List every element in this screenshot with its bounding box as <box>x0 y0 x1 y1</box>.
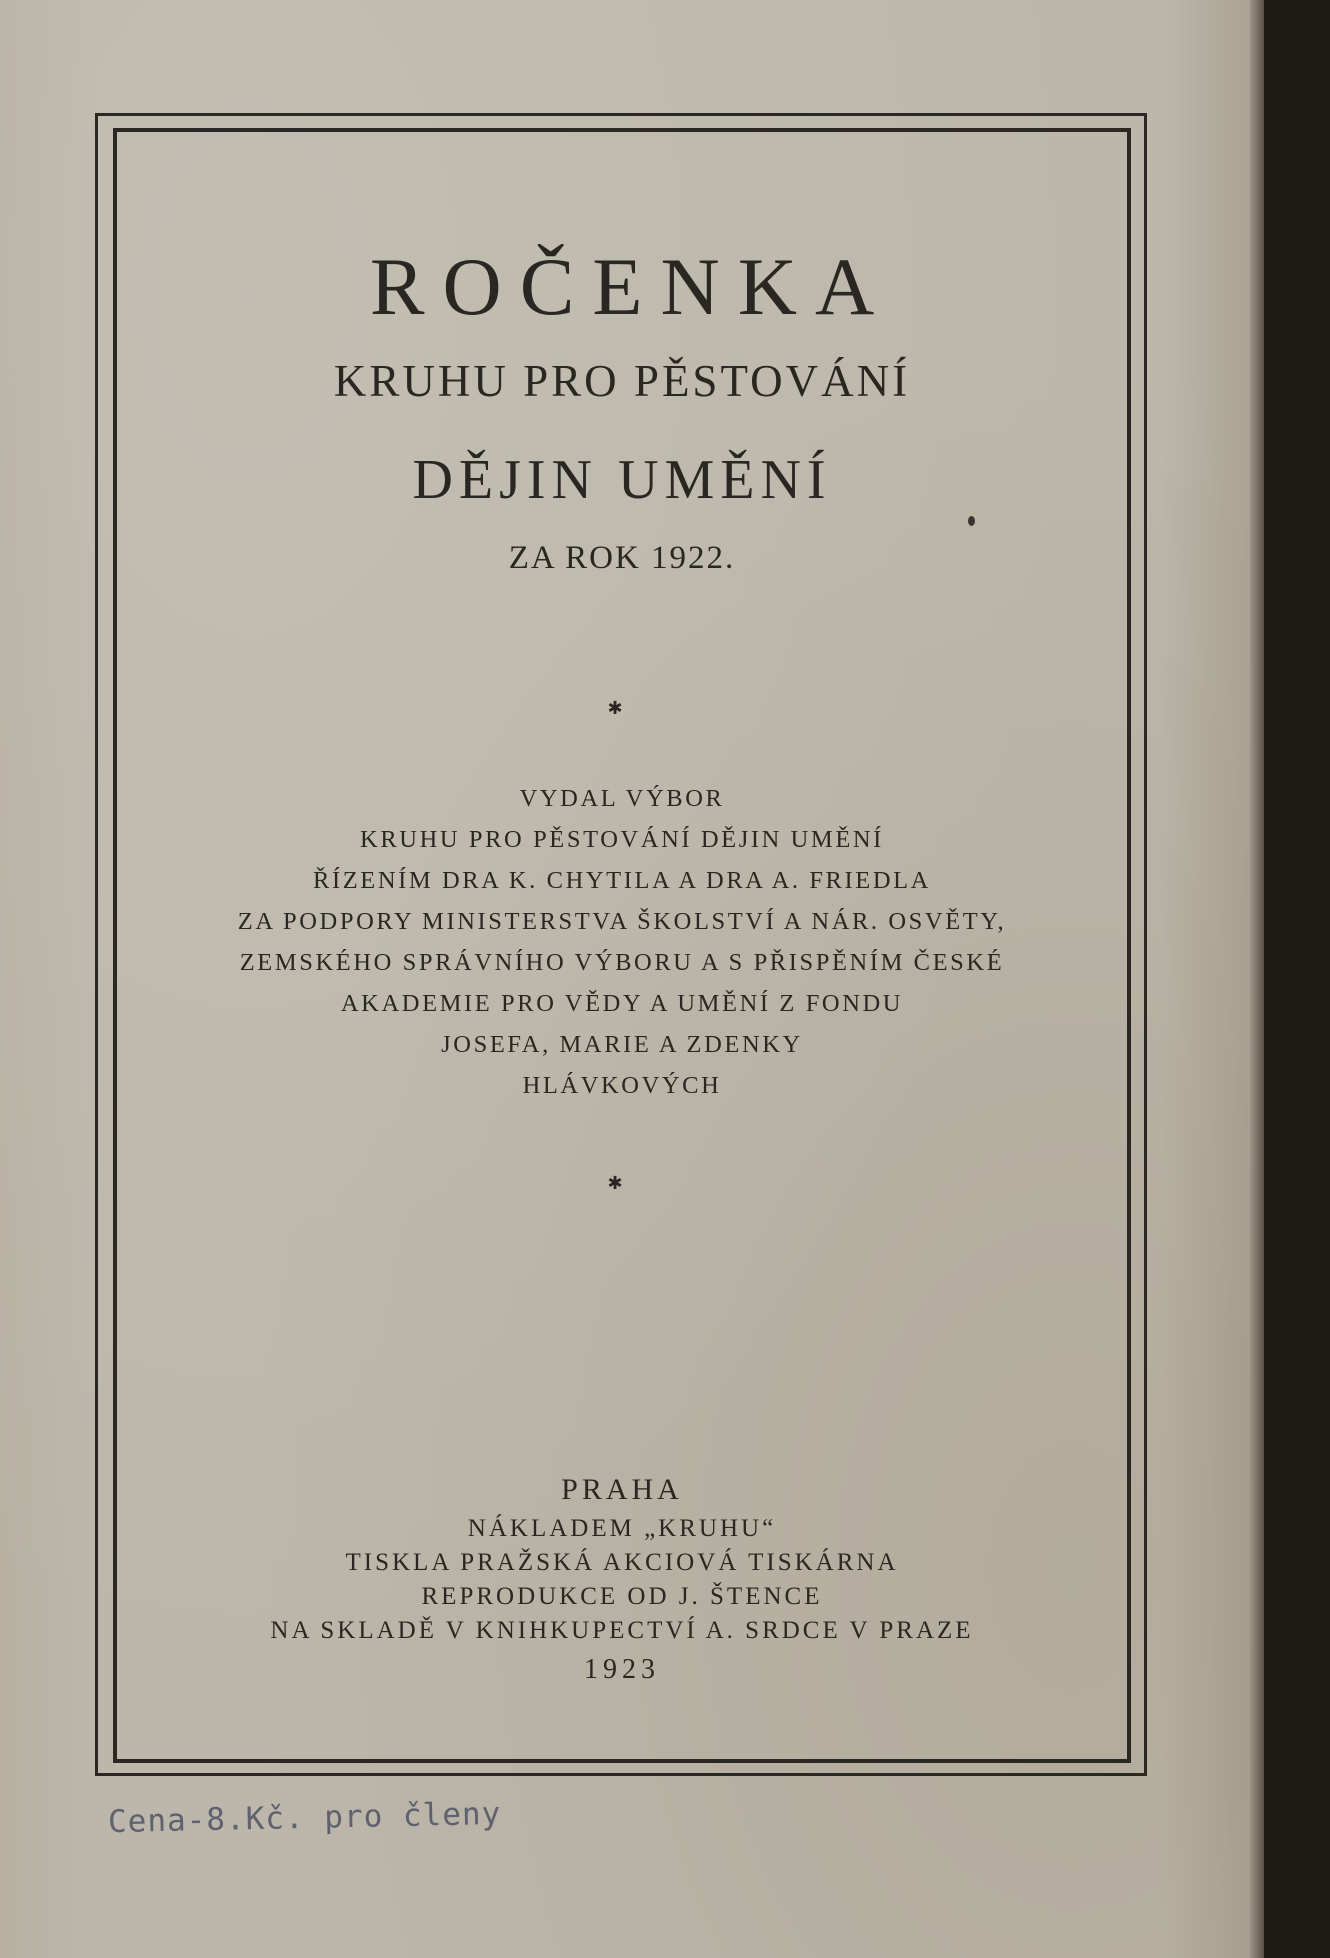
ornament-star-icon: ✱ <box>607 698 623 719</box>
imprint-line: NÁKLADEM „KRUHU“ <box>467 1515 777 1542</box>
price-stamp: Cena-8.Kč. pro členy <box>107 1795 502 1841</box>
publisher-line: ZA PODPORY MINISTERSTVA ŠKOLSTVÍ A NÁR. OSVĚTY, <box>237 908 1007 935</box>
publisher-line: ŘÍZENÍM DRA K. CHYTILA A DRA A. FRIEDLA <box>313 867 931 894</box>
ink-speck <box>968 516 975 526</box>
publisher-block <box>113 778 1131 1106</box>
cover-edge-shadow <box>1250 0 1264 1958</box>
cover-subtitle-line-2: DĚJIN UMĚNÍ <box>412 449 832 511</box>
publisher-line: AKADEMIE PRO VĚDY A UMĚNÍ Z FONDU <box>340 990 904 1017</box>
publisher-line: VYDAL VÝBOR <box>519 785 725 812</box>
imprint-line: TISKLA PRAŽSKÁ AKCIOVÁ TISKÁRNA <box>345 1549 899 1576</box>
publisher-line: ZEMSKÉHO SPRÁVNÍHO VÝBORU A S PŘISPĚNÍM ČESKÉ <box>239 949 1005 976</box>
imprint-block <box>113 1468 1131 1692</box>
publisher-line: JOSEFA, MARIE A ZDENKY <box>441 1031 803 1058</box>
ornament-star-icon: ✱ <box>607 1173 623 1194</box>
imprint-line: NA SKLADĚ V KNIHKUPECTVÍ A. SRDCE V PRAZE <box>270 1617 974 1644</box>
publisher-line: HLÁVKOVÝCH <box>522 1072 722 1099</box>
cover-year-line: ZA ROK 1922. <box>508 540 736 576</box>
publisher-line: KRUHU PRO PĚSTOVÁNÍ DĚJIN UMĚNÍ <box>360 826 884 853</box>
imprint-city: PRAHA <box>561 1473 683 1506</box>
cover-title: ROČENKA <box>369 241 893 332</box>
cover-subtitle-line-1: KRUHU PRO PĚSTOVÁNÍ <box>333 356 911 406</box>
imprint-line: REPRODUKCE OD J. ŠTENCE <box>421 1583 823 1610</box>
imprint-year: 1923 <box>584 1654 660 1685</box>
